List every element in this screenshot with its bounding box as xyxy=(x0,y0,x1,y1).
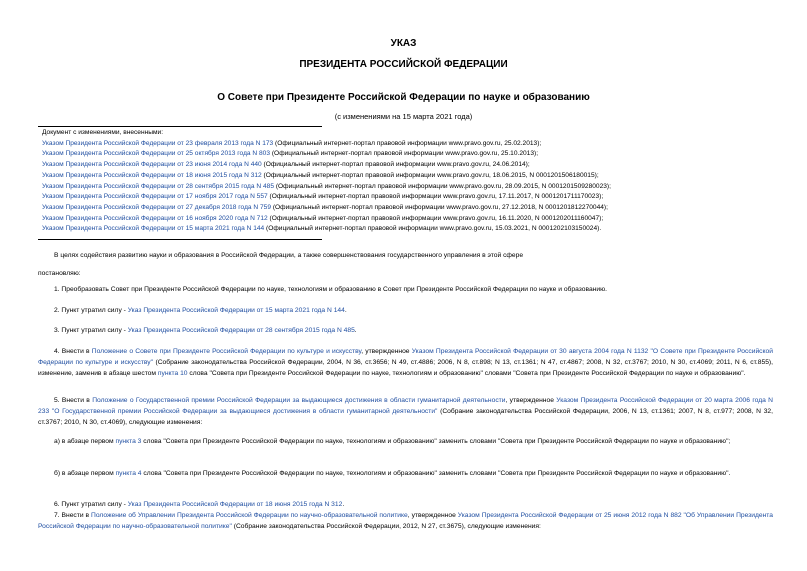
repeal-link[interactable]: Указ Президента Российской Федерации от 15 марта 2021 года N 144 xyxy=(127,307,345,314)
preamble: В целях содействия развитию науки и образования в Российской Федерации, а также совершенствования государственного управления в этой сфере xyxy=(54,252,524,259)
history-item: Указом Президента Российской Федерации от 23 февраля 2013 года N 173 (Официальный интернет-портал правовой информации www.pravo.gov.ru, 25.02.2013); xyxy=(42,139,542,147)
history-item: Указом Президента Российской Федерации от 16 ноября 2020 года N 712 (Официальный интернет-портал правовой информации www.pravo.gov.ru, 16.11.2020, N 0001202011160047); xyxy=(42,214,604,222)
paragraph-5: 5. Внести в Положение о Государственной премии Российской Федерации за выдающиеся достижения в области гуманитарной деятельности, утвержденное Указом Президента Российской Федерации от 20 марта 2006 года N 233 "О Государственной премии Российской Федерации за выдающиеся достижения в области гуманитарной деятельности" (Собрание законодательства Российской Федерации, 2006, N 13, ст.1361; 2007, N 8, ст.977; 2008, N 32, ст.3767; 2010, N 30, ст.4069), следующие изменения: xyxy=(38,397,773,426)
amendment-link[interactable]: Указом Президента Российской Федерации от 15 марта 2021 года N 144 xyxy=(42,225,265,233)
history-item: Указом Президента Российской Федерации от 25 октября 2013 года N 803 (Официальный интернет-портал правовой информации www.pravo.gov.ru, 25.10.2013); xyxy=(42,150,539,158)
issuer-title: ПРЕЗИДЕНТА РОССИЙСКОЙ ФЕДЕРАЦИИ xyxy=(299,59,508,70)
amendment-history xyxy=(42,128,782,235)
clause-link[interactable]: пункта 4 xyxy=(115,470,142,477)
amendment-link[interactable]: Указом Президента Российской Федерации от 16 ноября 2020 года N 712 xyxy=(42,214,268,222)
decree-link[interactable]: Указом Президента Российской Федерации от 30 августа 2004 года N 1132 "О Совете при Президенте Российской Федерации по культуре и искусству" xyxy=(38,348,773,366)
history-item: Указом Президента Российской Федерации от 28 сентября 2015 года N 485 (Официальный интернет-портал правовой информации www.pravo.gov.ru, 28.09.2015, N 0001201509280023); xyxy=(42,182,611,190)
clause-link[interactable]: пункта 3 xyxy=(115,438,142,445)
history-item: Указом Президента Российской Федерации от 17 ноября 2017 года N 557 (Официальный интернет-портал правовой информации www.pravo.gov.ru, 17.11.2017, N 0001201711170023); xyxy=(42,193,604,201)
paragraph-1: 1. Преобразовать Совет при Президенте Российской Федерации по науке, технологиям и образованию в Совет при Президенте Российской Федерации по науке и образованию. xyxy=(54,286,607,293)
history-item: Указом Президента Российской Федерации от 27 декабря 2018 года N 759 (Официальный интернет-портал правовой информации www.pravo.gov.ru, 27.12.2018, N 0001201812270044); xyxy=(42,203,608,211)
resolution-word: постановляю: xyxy=(38,270,81,277)
amendment-link[interactable]: Указом Президента Российской Федерации от 17 ноября 2017 года N 557 xyxy=(42,193,268,201)
paragraph-3: 3. Пункт утратил силу - Указ Президента Российской Федерации от 28 сентября 2015 года N 485. xyxy=(54,327,357,334)
decree-link[interactable]: Указом Президента Российской Федерации от 25 июня 2012 года N 882 "Об Управлении Президента Российской Федерации по научно-образовательной политике" xyxy=(38,512,773,530)
history-bottom-divider xyxy=(38,239,322,240)
amendment-link[interactable]: Указом Президента Российской Федерации от 23 июня 2014 года N 440 xyxy=(42,161,262,169)
paragraph-4: 4. Внести в Положение о Совете при Президенте Российской Федерации по культуре и искусству, утвержденное Указом Президента Российской Федерации от 30 августа 2004 года N 1132 "О Совете при Президенте Российской Федерации по культуре и искусству" (Собрание законодательства Российской Федерации, 2004, N 36, ст.3656; N 49, ст.4886; 2006, N 8, ст.898; N 13, ст.1361; N 47, ст.4867; 2008, N 32, ст.3767; 2010, N 30, ст.4069; 2011, N 6, ст.855), изменение, заменив в абзаце шестом пункта 10 слова "Совета при Президенте Российской Федерации по науке, технологиям и образованию" словами "Совета при Президенте Российской Федерации по науке и образованию". xyxy=(38,348,773,377)
history-item: Указом Президента Российской Федерации от 23 июня 2014 года N 440 (Официальный интернет-портал правовой информации www.pravo.gov.ru, 24.06.2014); xyxy=(42,161,530,169)
history-intro: Документ с изменениями, внесенными: xyxy=(42,129,164,136)
paragraph-6: 6. Пункт утратил силу - Указ Президента Российской Федерации от 18 июня 2015 года N 312. xyxy=(54,501,345,508)
edition-note: (с изменениями на 15 марта 2021 года) xyxy=(334,112,473,121)
clause-link[interactable]: пункта 10 xyxy=(157,369,188,377)
amendment-link[interactable]: Указом Президента Российской Федерации от 28 сентября 2015 года N 485 xyxy=(42,182,274,190)
amendment-link[interactable]: Указом Президента Российской Федерации от 23 февраля 2013 года N 173 xyxy=(42,139,274,147)
amendment-link[interactable]: Указом Президента Российской Федерации от 25 октября 2013 года N 803 xyxy=(42,150,271,158)
regulation-link[interactable]: Положение о Государственной премии Российской Федерации за выдающиеся достижения в области гуманитарной деятельности xyxy=(92,397,506,404)
regulation-link[interactable]: Положение о Совете при Президенте Российской Федерации по культуре и искусству xyxy=(91,348,362,355)
paragraph-7: 7. Внести в Положение об Управлении Президента Российской Федерации по научно-образовательной политике, утвержденное Указом Президента Российской Федерации от 25 июня 2012 года N 882 "Об Управлении Президента Российской Федерации по научно-образовательной политике" (Собрание законодательства Российской Федерации, 2012, N 27, ст.3675), следующие изменения: xyxy=(38,512,773,530)
repeal-link[interactable]: Указ Президента Российской Федерации от 18 июня 2015 года N 312 xyxy=(127,501,343,508)
subparagraph-a: а) в абзаце первом пункта 3 слова "Совета при Президенте Российской Федерации по науке, технологиям и образованию" заменить словами "Совета при Президенте Российской Федерации по науке и образованию"; xyxy=(54,438,731,445)
history-item: Указом Президента Российской Федерации от 15 марта 2021 года N 144 (Официальный интернет-портал правовой информации www.pravo.gov.ru, 15.03.2021, N 0001202103150024). xyxy=(42,225,602,233)
repeal-link[interactable]: Указ Президента Российской Федерации от 28 сентября 2015 года N 485 xyxy=(127,327,355,334)
decree-link[interactable]: Указом Президента Российской Федерации от 20 марта 2006 года N 233 "О Государственной премии Российской Федерации за выдающиеся достижения в области гуманитарной деятельности" xyxy=(38,397,773,415)
amendment-link[interactable]: Указом Президента Российской Федерации от 27 декабря 2018 года N 759 xyxy=(42,203,272,211)
amendment-link[interactable]: Указом Президента Российской Федерации от 18 июня 2015 года N 312 xyxy=(42,171,262,179)
history-item: Указом Президента Российской Федерации от 18 июня 2015 года N 312 (Официальный интернет-портал правовой информации www.pravo.gov.ru, 18.06.2015, N 0001201506180015); xyxy=(42,171,599,179)
subparagraph-b: б) в абзаце первом пункта 4 слова "Совета при Президенте Российской Федерации по науке, технологиям и образованию" заменить словами "Совета при Президенте Российской Федерации по науке и образованию". xyxy=(54,470,731,477)
paragraph-2: 2. Пункт утратил силу - Указ Президента Российской Федерации от 15 марта 2021 года N 144. xyxy=(54,307,347,314)
regulation-link[interactable]: Положение об Управлении Президента Российской Федерации по научно-образовательной политике xyxy=(91,512,408,519)
document-title: О Совете при Президенте Российской Федерации по науке и образованию xyxy=(217,92,590,103)
history-top-divider xyxy=(38,126,322,127)
doc-type-title: УКАЗ xyxy=(390,38,417,49)
